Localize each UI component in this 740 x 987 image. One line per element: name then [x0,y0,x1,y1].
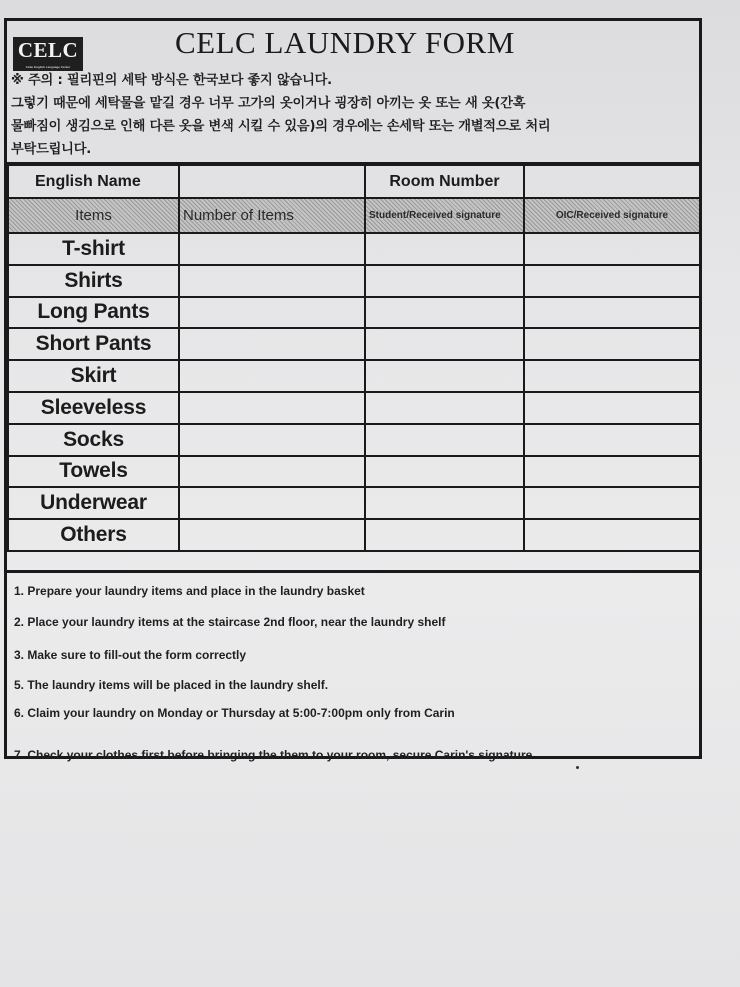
table-row [8,360,700,392]
item-label: Short Pants [8,328,179,360]
number-of-items-cell[interactable] [179,265,365,297]
notice-text [11,69,691,161]
student-signature-cell[interactable] [365,233,524,265]
instruction-line: 7. Check your clothes first before bringing the them to your room, secure Carin's signature [14,748,533,762]
english-name-label: English Name [8,165,179,198]
table-row [8,456,700,488]
english-name-field[interactable] [179,165,365,198]
student-signature-cell[interactable] [365,297,524,329]
item-label: Sleeveless [8,392,179,424]
paper-speck [576,766,579,769]
notice-line: ※ 주의 : 필리핀의 세탁 방식은 한국보다 좋지 않습니다. [11,73,332,88]
item-label: T-shirt [8,233,179,265]
item-label: Towels [8,456,179,488]
item-label: Long Pants [8,297,179,329]
column-header-student-signature: Student/Received signature [365,198,524,233]
number-of-items-cell[interactable] [179,424,365,456]
oic-signature-cell[interactable] [524,297,700,329]
laundry-form [4,18,702,762]
table-row [8,297,700,329]
number-of-items-cell[interactable] [179,233,365,265]
number-of-items-cell[interactable] [179,392,365,424]
student-signature-cell[interactable] [365,519,524,551]
table-row [8,233,700,265]
room-number-label: Room Number [365,165,524,198]
oic-signature-cell[interactable] [524,456,700,488]
instruction-line: 6. Claim your laundry on Monday or Thursday at 5:00-7:00pm only from Carin [14,706,455,720]
celc-logo [13,37,83,71]
notice-line: 부탁드립니다. [11,142,92,157]
instruction-line: 3. Make sure to fill-out the form correctly [14,648,247,662]
laundry-table [7,164,701,552]
form-header [7,21,699,165]
student-signature-cell[interactable] [365,392,524,424]
student-signature-cell[interactable] [365,487,524,519]
item-label: Skirt [8,360,179,392]
column-header-oic-signature: OIC/Received signature [524,198,700,233]
oic-signature-cell[interactable] [524,265,700,297]
item-rows [8,233,700,551]
item-label: Socks [8,424,179,456]
number-of-items-cell[interactable] [179,297,365,329]
column-header-number: Number of Items [179,198,365,233]
item-label: Underwear [8,487,179,519]
item-label: Shirts [8,265,179,297]
student-signature-cell[interactable] [365,360,524,392]
number-of-items-cell[interactable] [179,487,365,519]
number-of-items-cell[interactable] [179,360,365,392]
oic-signature-cell[interactable] [524,392,700,424]
notice-line: 그렇기 때문에 세탁물을 맡길 경우 너무 고가의 옷이거나 굉장히 아끼는 옷 또는 새 옷(간혹 [11,96,526,111]
table-row [8,487,700,519]
instruction-line: 1. Prepare your laundry items and place in the laundry basket [14,584,365,598]
logo-text: CELC [17,38,79,62]
student-signature-cell[interactable] [365,424,524,456]
oic-signature-cell[interactable] [524,424,700,456]
table-row [8,392,700,424]
table-row [8,519,700,551]
item-label: Others [8,519,179,551]
number-of-items-cell[interactable] [179,328,365,360]
student-signature-cell[interactable] [365,456,524,488]
column-header-row [8,198,700,233]
student-signature-cell[interactable] [365,265,524,297]
instruction-line: 5. The laundry items will be placed in the laundry shelf. [14,678,329,692]
oic-signature-cell[interactable] [524,233,700,265]
notice-line: 물빠짐이 생김으로 인해 다른 옷을 변색 시킬 수 있음)의 경우에는 손세탁 또는 개별적으로 처리 [11,119,551,134]
name-room-row [8,165,700,198]
column-header-items: Items [8,198,179,233]
instruction-line: 2. Place your laundry items at the staircase 2nd floor, near the laundry shelf [14,615,446,629]
student-signature-cell[interactable] [365,328,524,360]
logo-tagline: Cebu English Language Center [25,65,71,69]
oic-signature-cell[interactable] [524,487,700,519]
oic-signature-cell[interactable] [524,328,700,360]
table-row [8,424,700,456]
instructions-box [7,570,699,762]
number-of-items-cell[interactable] [179,456,365,488]
number-of-items-cell[interactable] [179,519,365,551]
oic-signature-cell[interactable] [524,519,700,551]
table-row [8,328,700,360]
form-title: CELC LAUNDRY FORM [175,25,515,60]
room-number-field[interactable] [524,165,700,198]
table-row [8,265,700,297]
oic-signature-cell[interactable] [524,360,700,392]
